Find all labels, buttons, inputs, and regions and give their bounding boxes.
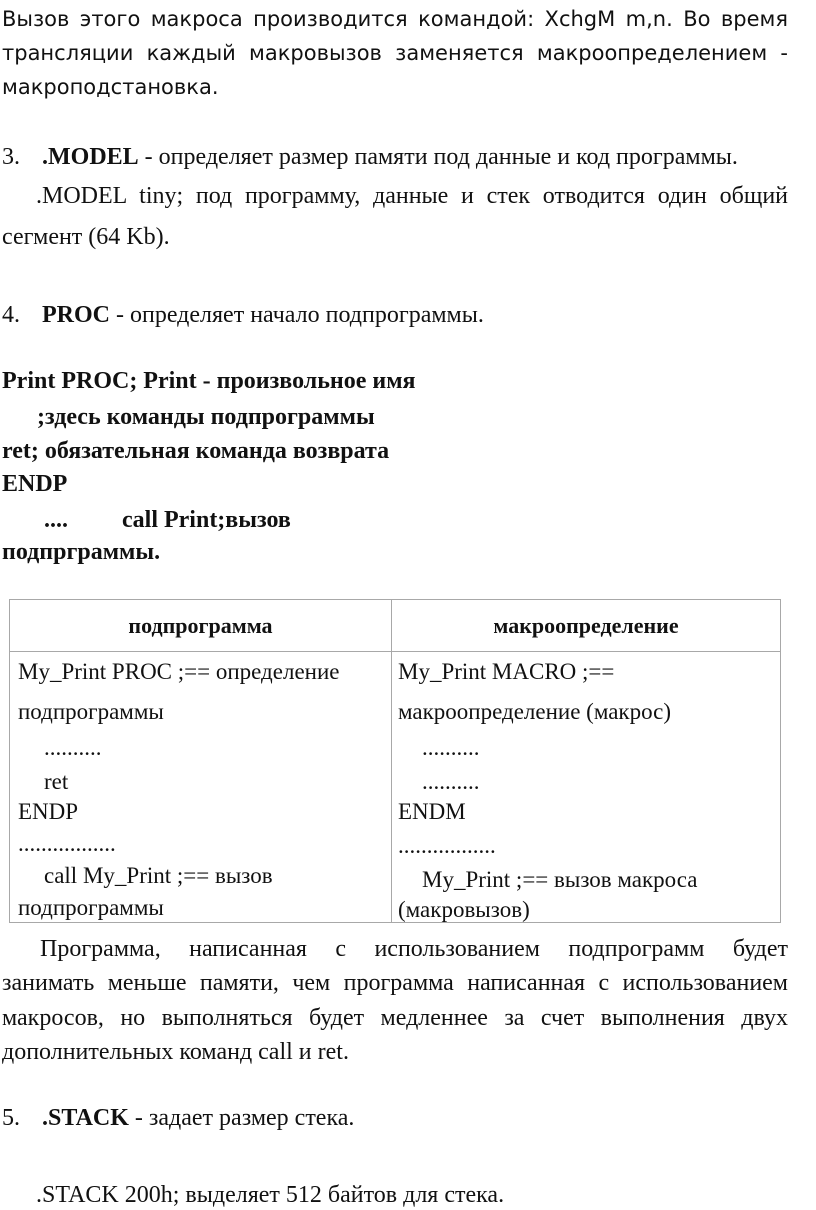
subroutine-line-6: ................. [18, 831, 116, 856]
code-line-1: Print PROC; Print - произвольное имя [2, 368, 416, 394]
code-line-5-dots: .... [44, 507, 68, 533]
macro-line-1: My_Print MACRO ;== [398, 659, 615, 684]
comparison-table [9, 599, 781, 923]
item-5-keyword: .STACK [42, 1105, 129, 1131]
macro-line-5: ENDM [398, 799, 466, 824]
item-3-description: - определяет размер памяти под данные и код программы. [138, 144, 738, 170]
intro-line-3: макроподстановка. [2, 75, 219, 99]
table-header-subroutine: подпрограмма [10, 600, 392, 652]
code-line-5-call: call Print;вызов [122, 507, 291, 533]
item-4-keyword: PROC [42, 302, 110, 328]
item-5-heading [2, 1103, 354, 1133]
table-cell-macro [392, 652, 781, 923]
item-5-example: .STACK 200h; выделяет 512 байтов для стека. [36, 1182, 505, 1208]
code-line-6: подпрграммы. [2, 539, 161, 565]
summary-line-4: дополнительных команд call и ret. [2, 1039, 349, 1065]
subroutine-line-2: подпрограммы [18, 699, 164, 724]
macro-line-3: .......... [422, 735, 480, 760]
macro-line-8: (макровызов) [398, 897, 530, 922]
macro-line-7: My_Print ;== вызов макроса [422, 867, 698, 892]
subroutine-line-1: My_Print PROC ;== определение [18, 659, 340, 684]
subroutine-line-7: call My_Print ;== вызов [44, 863, 273, 888]
item-5-description: - задает размер стека. [128, 1105, 355, 1131]
macro-line-2: макроопределение (макрос) [398, 699, 672, 724]
item-4-description: - определяет начало подпрограммы. [110, 302, 484, 328]
table-header-row [10, 600, 781, 652]
item-4-number: 4. [2, 302, 20, 328]
intro-line-1: Вызов этого макроса производится командой: XchgM m,n. Во время [2, 7, 788, 31]
table-row [10, 652, 781, 923]
subroutine-line-4: ret [44, 769, 69, 794]
item-3-example-line-1: .MODEL tiny; под программу, данные и стек отводится один общий [36, 183, 788, 209]
subroutine-line-5: ENDP [18, 799, 79, 824]
item-3-heading [2, 142, 738, 172]
code-line-3: ret; обязательная команда возврата [2, 438, 390, 464]
summary-line-1: Программа, написанная с использованием подпрограмм будет [40, 936, 788, 962]
summary-line-2: занимать меньше памяти, чем программа написанная с использованием [2, 970, 788, 996]
item-3-example-line-2: сегмент (64 Kb). [2, 224, 170, 250]
item-3-keyword: .MODEL [42, 144, 139, 170]
subroutine-line-8: подпрограммы [18, 895, 164, 920]
subroutine-line-3: .......... [44, 735, 102, 760]
table-header-macro: макроопределение [392, 600, 781, 652]
code-line-2: ;здесь команды подпрограммы [37, 404, 375, 430]
table-cell-subroutine [10, 652, 392, 923]
code-line-4: ENDP [2, 471, 68, 497]
macro-line-6: ................. [398, 833, 496, 858]
item-5-number: 5. [2, 1105, 20, 1131]
item-4-heading [2, 300, 484, 330]
intro-line-2: трансляции каждый макровызов заменяется макроопределением - [2, 41, 788, 65]
summary-line-3: макросов, но выполняться будет медленнее за счет выполнения двух [2, 1005, 788, 1031]
macro-line-4: .......... [422, 769, 480, 794]
item-3-number: 3. [2, 144, 20, 170]
